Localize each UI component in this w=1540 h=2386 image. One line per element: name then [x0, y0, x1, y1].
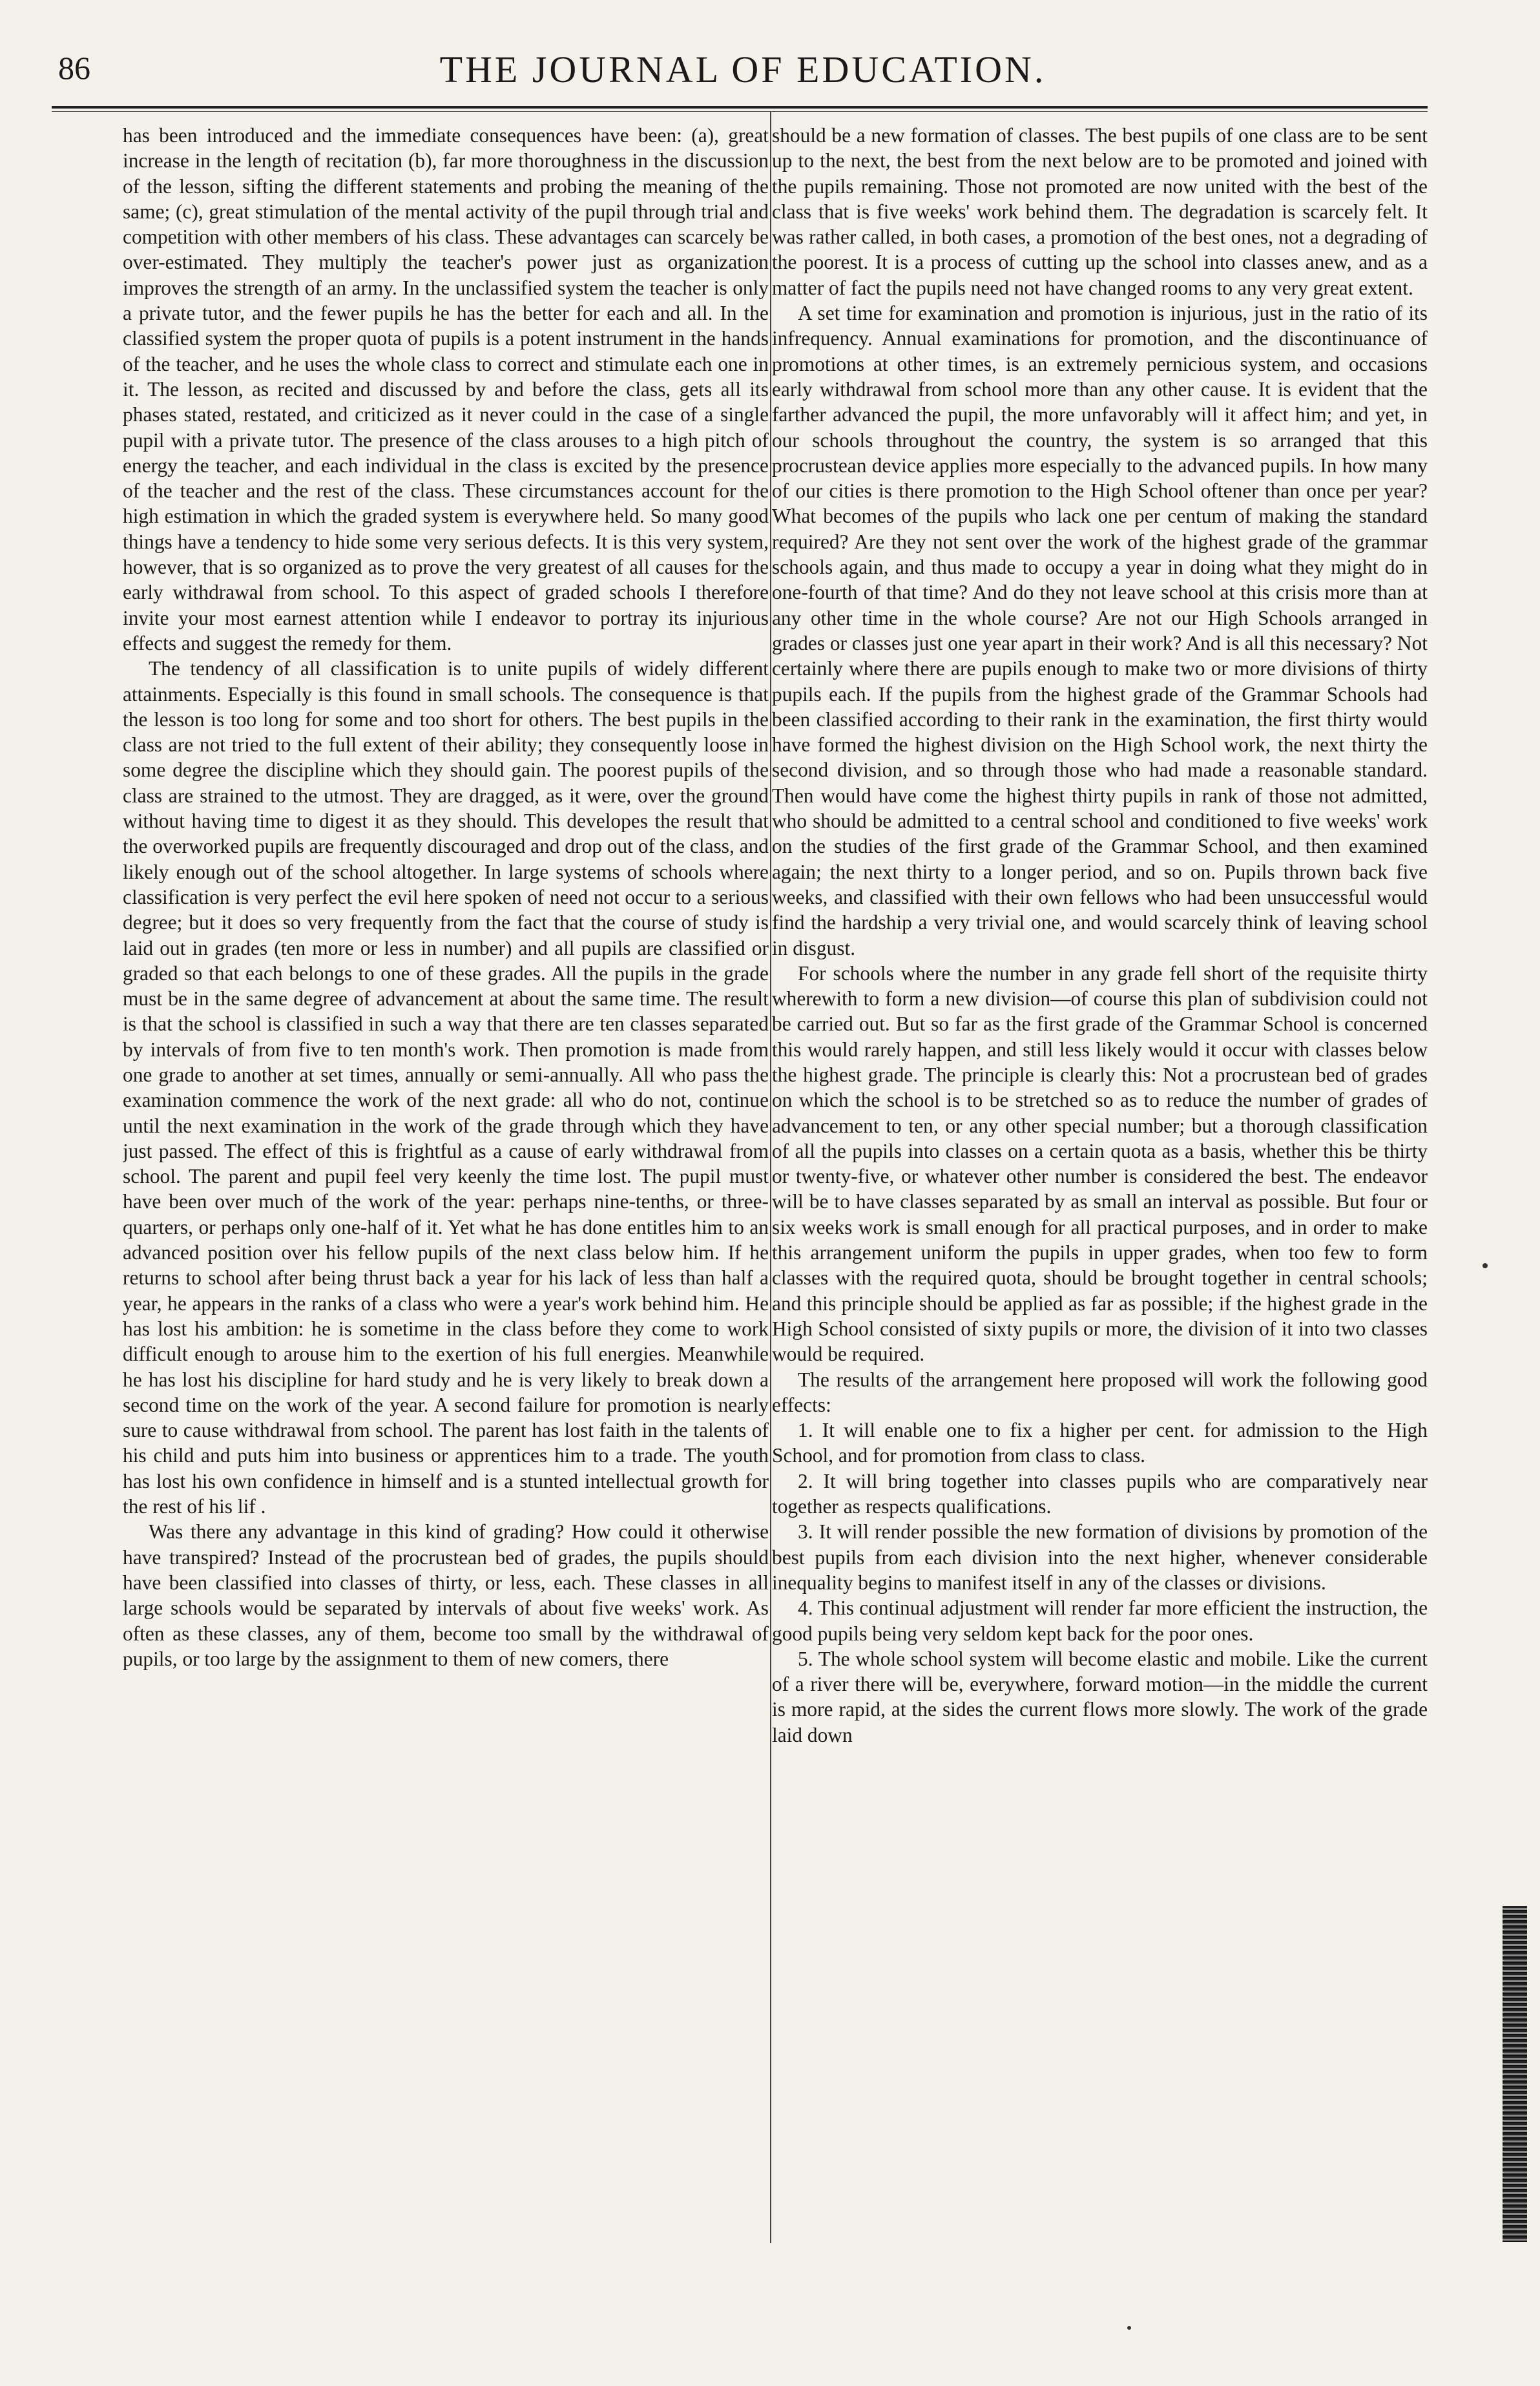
result-item-3: 3. It will render possible the new formation of divisions by promotion of the best pupils from each division into the next higher, whenever considerable inequality begins to manifest itself in any of the classes or divisions.: [772, 1520, 1428, 1594]
header-rule: [52, 106, 1428, 109]
left-column: [123, 123, 769, 2235]
right-column: [772, 123, 1428, 2235]
running-head: [39, 44, 1447, 102]
result-item-4: 4. This continual adjustment will render far more efficient the instruction, the good pupils being very seldom kept back for the poor ones.: [772, 1596, 1428, 1645]
result-item-2: 2. It will bring together into classes pupils who are comparatively near together as respects qualifications.: [772, 1469, 1428, 1518]
column-divider: [770, 111, 771, 2243]
left-paragraph-2: The tendency of all classification is to unite pupils of widely different attainments. Especially is this found in small schools. The consequence is that the lesson is too long for some and too short for others. The best pupils in the class are not tried to the full extent of their ability; they consequently loose in some degree the discipline which they should gain. The poorest pupils of the class are strained to the utmost. They are dragged, as it were, over the ground without having time to digest it as they should. This developes the result that the overworked pupils are frequently discouraged and drop out of the class, and likely enough out of the school altogether. In large systems of schools where classification is very perfect the evil here spoken of need not occur to a serious degree; but it does so very frequently from the fact that the course of study is laid out in grades (ten more or less in number) and all pupils are classified or graded so that each belongs to one of these grades. All the pupils in the grade must be in the same degree of advancement at about the same time. The result is that the school is classified in such a way that there are ten classes separated by intervals of from five to ten month's work. Then promotion is made from one grade to another at set times, annually or semi-annually. All who pass the examination commence the work of the next grade: all who do not, continue until the next examination in the work of the grade through which they have just passed. The effect of this is frightful as a cause of early withdrawal from school. The parent and pupil feel very keenly the time lost. The pupil must have been over much of the work of the year: perhaps nine-tenths, or three-quarters, or perhaps only one-half of it. Yet what he has done entitles him to an advanced position over his fellow pupils of the next class below him. If he returns to school after being thrust back a year for his lack of less than half a year, he appears in the ranks of a class who were a year's work behind him. He has lost his ambition: he is sometime in the class before they come to work difficult enough to arouse him to the exertion of his full energies. Meanwhile he has lost his discipline for hard study and he is very likely to break down a second time on the work of the year. A second failure for promotion is nearly sure to cause withdrawal from school. The parent has lost faith in the talents of his child and puts him into business or apprentices him to a trade. The youth has lost his own confidence in himself and is a stunted intellectual growth for the rest of his lif .: [123, 657, 769, 1518]
scan-speck: [1127, 2326, 1131, 2330]
scan-edge-artifact: [1503, 1906, 1527, 2242]
header-rule-thin: [52, 111, 1428, 112]
right-paragraph-2: A set time for examination and promotion is injurious, just in the ratio of its infrequency. Annual examinations for promotion, and the discontinuance of promotions at other times, is an extremely pernicious system, and occasions early withdrawal from school more than any other cause. It is evident that the farther advanced the pupil, the more unfavorably will it affect him; and yet, in our schools throughout the country, the system is so arranged that this procrustean device applies more especially to the advanced pupils. In how many of our cities is there promotion to the High School oftener than once per year? What becomes of the pupils who lack one per centum of making the standard required? Are they not sent over the work of the highest grade of the grammar schools again, and thus made to occupy a year in doing what they might do in one-fourth of that time? And do they not leave school at this crisis more than at any other time in the whole course? Are not our High Schools arranged in grades or classes just one year apart in their work? And is all this necessary? Not certainly where there are pupils enough to make two or more divisions of thirty pupils each. If the pupils from the highest grade of the Grammar Schools had been classified according to their rank in the examination, the first thirty would have formed the highest division on the High School work, the next thirty the second division, and so through those who had made a reasonable standard. Then would have come the highest thirty pupils in rank of those not admitted, who should be admitted to a central school and conditioned to five weeks' work on the studies of the first grade of the Grammar School, and then examined again; the next thirty to a longer period, and so on. Pupils thrown back five weeks, and classified with their own fellows who had been unsuccessful would find the hardship a very trivial one, and would scarcely think of leaving school in disgust.: [772, 302, 1428, 959]
right-paragraph-1: should be a new formation of classes. The best pupils of one class are to be sent up to the next, the best from the next below are to be promoted and joined with the pupils remaining. Those not promoted are now united with the best of the class that is five weeks' work behind them. The degradation is scarcely felt. It was rather called, in both cases, a promotion of the best ones, not a degrading of the poorest. It is a process of cutting up the school into classes anew, and as a matter of fact the pupils need not have changed rooms to any very great extent.: [772, 124, 1428, 299]
left-paragraph-3: Was there any advantage in this kind of grading? How could it otherwise have transpired? Instead of the procrustean bed of grades, the pupils should have been classified into classes of thirty, or less, each. These classes in all large schools would be separated by intervals of about five weeks' work. As often as these classes, any of them, become too small by the withdrawal of pupils, or too large by the assignment to them of new comers, there: [123, 1520, 769, 1670]
right-paragraph-3: For schools where the number in any grade fell short of the requisite thirty wherewith to form a new division—of course this plan of subdivision could not be carried out. But so far as the first grade of the Grammar School is concerned this would rarely happen, and still less likely would it occur with classes below the highest grade. The principle is clearly this: Not a procrustean bed of grades on which the school is to be stretched so as to reduce the number of grades of advancement to ten, or any other special number; but a thorough classification of all the pupils into classes on a certain quota as a basis, whether this be thirty or twenty-five, or whatever other number is considered the best. The endeavor will be to have classes separated by as small an interval as possible. But four or six weeks work is small enough for all practical purposes, and in order to make this arrangement uniform the pupils in upper grades, when too few to form classes with the required quota, should be brought together in central schools; and this principle should be applied as far as possible; if the highest grade in the High School consisted of sixty pupils or more, the division of it into two classes would be required.: [772, 961, 1428, 1366]
scan-speck: [1483, 1263, 1488, 1268]
right-paragraph-4: The results of the arrangement here proposed will work the following good effects:: [772, 1368, 1428, 1416]
left-paragraph-1: has been introduced and the immediate consequences have been: (a), great increase in the length of recitation (b), far more thoroughness in the discussion of the lesson, sifting the different statements and probing the meaning of the same; (c), great stimulation of the mental activity of the pupil through trial and competition with other members of his class. These advantages can scarcely be over-estimated. They multiply the teacher's power just as organization improves the strength of an army. In the unclassified system the teacher is only a private tutor, and the fewer pupils he has the better for each and all. In the classified system the proper quota of pupils is a potent instrument in the hands of the teacher, and he uses the whole class to correct and stimulate each one in it. The lesson, as recited and discussed by and before the class, gets all its phases stated, restated, and criticized as it never could in the case of a single pupil with a private tutor. The presence of the class arouses to a high pitch of energy the teacher, and each individual in the class is excited by the presence of the teacher and the rest of the class. These circumstances account for the high estimation in which the graded system is everywhere held. So many good things have a tendency to hide some very serious defects. It is this very system, however, that is so organized as to prove the very greatest of all causes for the early withdrawal from school. To this aspect of graded schools I therefore invite your most earnest attention while I endeavor to portray its injurious effects and suggest the remedy for them.: [123, 124, 769, 654]
result-item-5: 5. The whole school system will become elastic and mobile. Like the current of a river there will be, everywhere, forward motion—in the middle the current is more rapid, at the sides the current flows more slowly. The work of the grade laid down: [772, 1647, 1428, 1746]
result-item-1: 1. It will enable one to fix a higher per cent. for admission to the High School, and for promotion from class to class.: [772, 1419, 1428, 1467]
page-number: 86: [58, 50, 90, 86]
journal-title: THE JOURNAL OF EDUCATION.: [439, 48, 1046, 90]
